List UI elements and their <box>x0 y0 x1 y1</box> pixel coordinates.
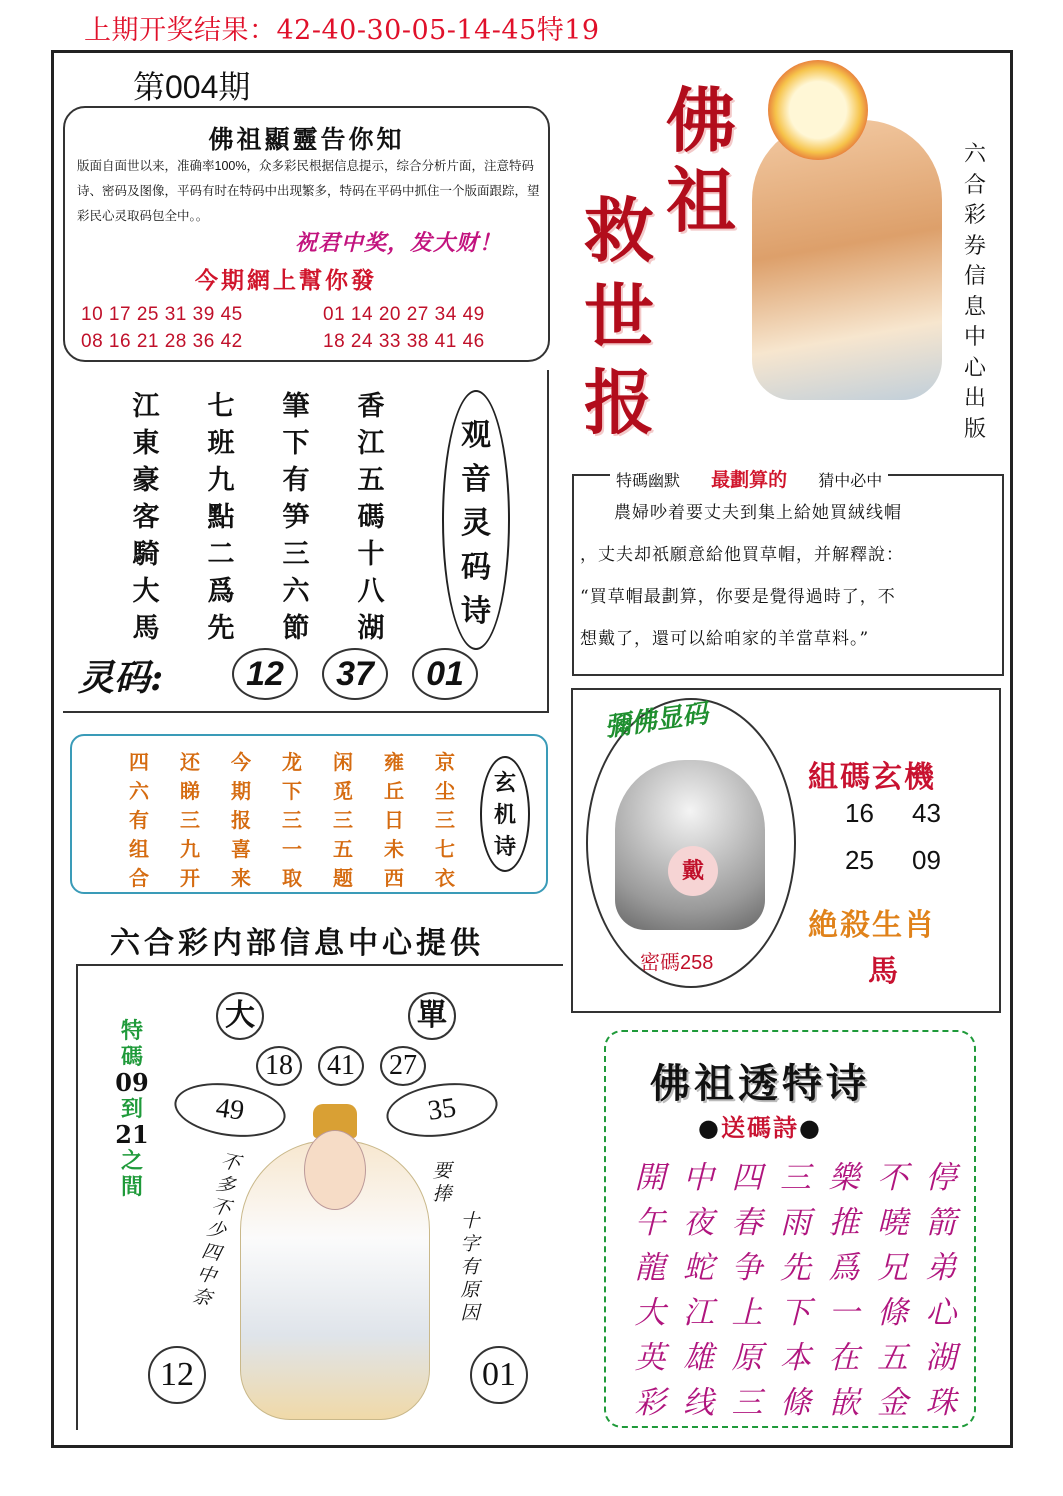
mystic-poem-char: 未 <box>384 837 404 861</box>
buddha-caption: 彌佛显码 <box>602 698 710 744</box>
mystic-poem-char: 题 <box>333 866 353 890</box>
poem-title-char: 观 <box>461 418 491 453</box>
poem-char: 三 <box>282 539 310 570</box>
mystic-title-char: 机 <box>493 802 516 828</box>
ling-number-2: 37 <box>322 648 388 700</box>
tema-range-label <box>114 1018 150 1200</box>
title-char-2: 祖 <box>666 159 736 242</box>
special-poem-char: 樂 <box>828 1160 860 1196</box>
intro-text: 版面自面世以来，准确率100%，众多彩民根据信息提示，综合分析片面，注意特码诗、密码及图像，平码有时在特码中出现繁多，特码在平码中抓住一个版面跟踪，望彩民心灵取码包全中。。 <box>77 159 540 223</box>
joke-line: “買草帽最劃算，你要是覺得過時了，不 <box>580 587 896 607</box>
special-poem-char: 三 <box>780 1160 811 1196</box>
mystic-poem-char: 京 <box>435 750 455 774</box>
mystic-title-char: 玄 <box>493 770 516 796</box>
special-poem-char: 四 <box>731 1160 763 1196</box>
special-poem-char: 五 <box>877 1340 908 1376</box>
special-poem-char: 曉 <box>877 1205 908 1241</box>
special-poem-char: 條 <box>877 1295 908 1331</box>
special-poem-char: 江 <box>683 1295 714 1331</box>
special-poem-char: 三 <box>731 1385 763 1421</box>
special-poem-char: 一 <box>828 1295 860 1331</box>
poem-char: 點 <box>207 502 235 533</box>
tema-char: 到 <box>120 1096 143 1122</box>
big-circle: 大 <box>216 992 264 1040</box>
mystic-poem-char: 喜 <box>231 837 251 861</box>
top-number-circle: 18 <box>256 1046 302 1086</box>
special-poem-char: 不 <box>877 1160 908 1196</box>
special-poem-char: 先 <box>780 1250 811 1286</box>
joke-text <box>580 492 992 660</box>
title-char-3: 救 <box>584 189 654 272</box>
special-poem-char: 大 <box>634 1295 666 1331</box>
special-poem-char: 雄 <box>683 1340 714 1376</box>
mystic-poem-char: 还 <box>180 750 200 774</box>
special-poem-char: 原 <box>731 1340 763 1376</box>
combo-number: 16 <box>845 798 874 828</box>
special-poem-char: 上 <box>731 1295 763 1331</box>
poem-title-char: 码 <box>461 550 491 585</box>
mystic-poem-char: 西 <box>384 866 404 890</box>
tema-number: 09 <box>115 1068 149 1097</box>
buddha-belly-char: 戴 <box>668 846 718 896</box>
special-poem-char: 弟 <box>925 1250 957 1286</box>
left-verse: 不多不少四中奈 <box>190 1149 243 1311</box>
poem-char: 香 <box>357 391 385 422</box>
poem-title-char: 音 <box>461 462 491 497</box>
mystic-poem-char: 组 <box>129 837 149 861</box>
special-poem-char: 本 <box>780 1340 811 1376</box>
poem-char: 下 <box>282 428 310 459</box>
special-poem-subtitle: ●送碼詩● <box>698 1113 822 1142</box>
mystic-poem-char: 取 <box>282 866 302 890</box>
poem-char: 碼 <box>357 502 385 533</box>
poem-char: 馬 <box>132 613 160 644</box>
special-poem-char: 争 <box>731 1250 763 1286</box>
mystic-poem-char: 下 <box>282 779 302 803</box>
special-poem-char: 彩 <box>634 1385 666 1421</box>
mystic-poem-char: 尘 <box>435 779 455 803</box>
kill-zodiac-title: 絶殺生肖 <box>808 908 936 943</box>
mystic-poem-char: 丘 <box>384 779 404 803</box>
combo-number: 09 <box>912 845 941 875</box>
mystic-poem-char: 日 <box>384 808 404 832</box>
combo-number: 43 <box>912 798 941 828</box>
special-poem-char: 夜 <box>683 1205 714 1241</box>
special-poem-char: 春 <box>731 1205 763 1241</box>
poem-char: 班 <box>207 428 235 459</box>
mystic-poem-char: 六 <box>129 779 149 803</box>
special-poem-char: 线 <box>683 1385 714 1421</box>
mystic-poem-char: 衣 <box>435 866 455 890</box>
intro-box <box>63 106 550 362</box>
special-poem-char: 午 <box>634 1205 666 1241</box>
mystic-poem-char: 五 <box>333 837 353 861</box>
special-poem-char: 中 <box>683 1160 714 1196</box>
joke-line: ，丈夫却祇願意給他買草帽，并解釋說： <box>580 545 904 565</box>
special-poem-char: 嵌 <box>828 1385 860 1421</box>
ling-number-3: 01 <box>412 648 478 700</box>
title-char-5: 报 <box>584 361 654 444</box>
poem-char: 有 <box>282 465 310 496</box>
poem-char: 湖 <box>357 613 385 644</box>
mystic-poem-char: 龙 <box>282 750 302 774</box>
mystic-poem-char: 闲 <box>333 750 353 774</box>
special-poem-char: 兄 <box>877 1250 908 1286</box>
special-poem-char: 心 <box>925 1295 957 1331</box>
help-numbers-left-row1: 10 17 25 31 39 45 <box>81 304 243 325</box>
kill-zodiac-value: 馬 <box>868 954 898 989</box>
combo-title: 組碼玄機 <box>808 760 936 795</box>
special-poem-char: 開 <box>634 1160 666 1196</box>
ling-number-1: 12 <box>232 648 298 700</box>
special-poem-char: 金 <box>877 1385 908 1421</box>
mystic-poem-char: 雍 <box>384 750 404 774</box>
poem-char: 八 <box>357 576 385 607</box>
help-numbers-right-row1: 01 14 20 27 34 49 <box>323 304 485 325</box>
special-poem-char: 推 <box>828 1205 860 1241</box>
mystic-poem-char: 四 <box>129 750 149 774</box>
center-provide-text: 六合彩内部信息中心提供 <box>110 926 484 961</box>
tema-char: 特 <box>120 1018 143 1044</box>
poem-char: 五 <box>357 465 385 496</box>
poem-char: 騎 <box>132 539 160 570</box>
poem-char: 節 <box>282 613 310 644</box>
mystic-title-char: 诗 <box>493 834 516 860</box>
special-poem-char: 條 <box>780 1385 811 1421</box>
poem-char: 豪 <box>132 465 160 496</box>
joke-header <box>610 465 888 492</box>
poem-char: 東 <box>132 428 160 459</box>
mystic-poem-char: 觅 <box>333 779 353 803</box>
poem-char: 筆 <box>282 391 310 422</box>
special-poem-char: 在 <box>828 1340 860 1376</box>
poem-char: 二 <box>207 539 235 570</box>
poem-title-char: 灵 <box>461 506 491 541</box>
poem-char: 笋 <box>282 502 310 533</box>
poem-char: 江 <box>357 428 385 459</box>
special-poem-char: 雨 <box>780 1205 811 1241</box>
mystic-poem-char: 期 <box>231 779 251 803</box>
mystic-poem-char: 来 <box>231 866 251 890</box>
poem-char: 十 <box>357 539 385 570</box>
tema-char: 之 <box>120 1148 143 1174</box>
joke-line: 農婦吵着要丈夫到集上給她買絨线帽 <box>614 503 902 523</box>
special-poem-char: 停 <box>925 1160 957 1196</box>
mystic-poem-char: 合 <box>129 866 149 890</box>
mystic-poem-char: 七 <box>435 837 455 861</box>
mystic-poem-char: 三 <box>333 808 353 832</box>
bottom-right-number-circle: 01 <box>470 1346 528 1404</box>
bottom-left-number-circle: 12 <box>148 1346 206 1404</box>
mystic-poem-char: 一 <box>282 837 302 861</box>
single-circle: 單 <box>408 992 456 1040</box>
buddha-figure-image <box>752 120 942 400</box>
joke-header-mid: 最劃算的 <box>711 469 788 491</box>
poem-char: 九 <box>207 465 235 496</box>
mystic-poem-char: 三 <box>282 808 302 832</box>
joke-line: 想戴了，還可以給咱家的羊當草料。” <box>580 629 870 649</box>
guanyin-head <box>304 1130 366 1210</box>
buddha-halo <box>768 60 868 160</box>
help-numbers-right-row2: 18 24 33 38 41 46 <box>323 331 485 352</box>
intro-title: 佛祖顯靈告你知 <box>208 125 405 154</box>
ling-code-label: 灵码: <box>78 657 164 699</box>
special-poem-char: 湖 <box>925 1340 957 1376</box>
joke-header-right: 猜中必中 <box>818 471 883 490</box>
right-verse-a: 要捧 <box>432 1160 452 1205</box>
mystic-poem-char: 报 <box>231 808 251 832</box>
special-poem-char: 箭 <box>925 1205 957 1241</box>
publisher-vertical: 六合彩券信息中心出版 <box>963 142 986 442</box>
tema-char: 碼 <box>120 1044 143 1070</box>
special-poem-subtitle-text: 送碼詩 <box>720 1113 799 1142</box>
secret-code: 密碼258 <box>640 952 714 974</box>
last-result-banner: 上期开奖结果：42-40-30-05-14-45特19 <box>84 15 600 46</box>
top-number-circle: 41 <box>318 1046 364 1086</box>
mystic-poem-char: 三 <box>180 808 200 832</box>
wish-text: 祝君中奖，发大财！ <box>295 230 503 256</box>
laughing-buddha-image <box>615 760 765 930</box>
special-poem-char: 龍 <box>634 1250 666 1286</box>
poem-char: 大 <box>132 576 160 607</box>
special-poem-char: 珠 <box>925 1385 957 1421</box>
tema-number: 21 <box>115 1120 149 1149</box>
poem-char: 六 <box>282 576 310 607</box>
title-char-1: 佛 <box>666 79 736 162</box>
tema-char: 間 <box>120 1174 143 1200</box>
left-number-oval: 49 <box>171 1076 289 1143</box>
joke-header-left: 特碼幽默 <box>616 471 681 490</box>
poem-char: 客 <box>132 502 160 533</box>
help-title: 今期網上幫你發 <box>195 267 377 294</box>
combo-number: 25 <box>845 845 874 875</box>
poem-char: 七 <box>207 391 235 422</box>
mystic-poem-char: 今 <box>231 750 251 774</box>
special-poem-char: 蛇 <box>683 1250 714 1286</box>
title-char-4: 世 <box>584 275 654 358</box>
right-number-oval: 35 <box>383 1076 501 1143</box>
special-poem-char: 英 <box>634 1340 666 1376</box>
poem-char: 江 <box>132 391 160 422</box>
poem-char: 爲 <box>207 576 235 607</box>
right-verse-b: 十字有原因 <box>460 1210 480 1324</box>
top-number-circle: 27 <box>380 1046 426 1086</box>
poem-title-char: 诗 <box>461 594 491 629</box>
issue-number: 第004期 <box>133 69 251 105</box>
mystic-poem-char: 开 <box>180 866 200 890</box>
special-poem-char: 下 <box>780 1295 811 1331</box>
special-poem-char: 爲 <box>828 1250 860 1286</box>
mystic-poem-char: 三 <box>435 808 455 832</box>
special-poem-title: 佛祖透特诗 <box>650 1060 870 1107</box>
help-numbers-left-row2: 08 16 21 28 36 42 <box>81 331 243 352</box>
mystic-poem-char: 睇 <box>180 779 200 803</box>
mystic-poem-char: 有 <box>129 808 149 832</box>
poem-char: 先 <box>207 613 235 644</box>
mystic-poem-char: 九 <box>180 837 200 861</box>
